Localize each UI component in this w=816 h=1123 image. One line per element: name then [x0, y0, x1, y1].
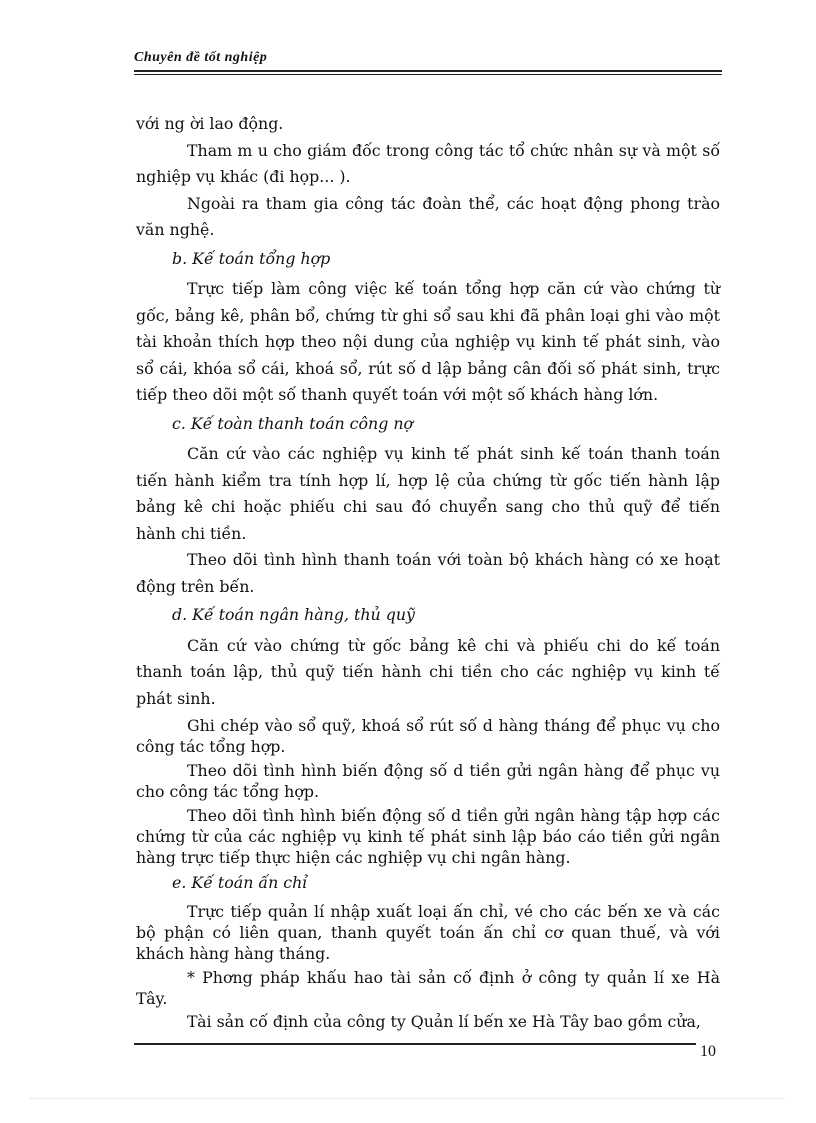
paragraph: Căn cứ vào chứng từ gốc bảng kê chi và phiếu chi do kế toán thanh toán lập, thủ quỹ tiến hành chi tiền cho các nghiệp vụ kinh tế phát sinh.: [136, 635, 720, 708]
page-edge-dotted-line: [30, 1098, 786, 1099]
running-header-title: Chuyên đề tốt nghiệp: [134, 50, 268, 65]
section-heading: c. Kế toàn thanh toán công nợ: [172, 413, 414, 433]
paragraph: Tham m u cho giám đốc trong công tác tổ chức nhân sự và một số nghiệp vụ khác (đi họp... ).: [136, 140, 720, 186]
page-number: 10: [700, 1043, 716, 1060]
paragraph: Theo dõi tình hình thanh toán với toàn bộ khách hàng có xe hoạt động trên bến.: [136, 550, 720, 596]
paragraph: Căn cứ vào các nghiệp vụ kinh tế phát sinh kế toán thanh toán tiến hành kiểm tra tính hợp lí, hợp lệ của chứng từ gốc tiến hành lập bảng kê chi hoặc phiếu chi sau đó chuyển sang cho thủ quỹ để tiến hành chi tiền.: [136, 444, 720, 543]
document-body: [136, 111, 720, 1035]
paragraph: Tài sản cố định của công ty Quản lí bến xe Hà Tây bao gồm cửa,: [187, 1011, 701, 1031]
paragraph: * Phơng pháp khấu hao tài sản cố định ở công ty quản lí xe Hà Tây.: [136, 967, 720, 1008]
section-heading: b. Kế toán tổng hợp: [172, 248, 331, 268]
paragraph: Ngoài ra tham gia công tác đoàn thể, các hoạt động phong trào văn nghệ.: [136, 193, 720, 239]
paragraph: với ng ời lao động.: [136, 114, 284, 133]
header-rule-thin: [134, 74, 722, 75]
header-rule: [134, 70, 722, 72]
paragraph: Theo dõi tình hình biến động số d tiền gửi ngân hàng tập hợp các chứng từ của các nghiệp vụ kinh tế phát sinh lập báo cáo tiền gửi ngân hàng trực tiếp thực hiện các nghiệp vụ chi ngân hàng.: [136, 806, 720, 867]
paragraph: Trực tiếp quản lí nhập xuất loại ấn chỉ, vé cho các bến xe và các bộ phận có liên quan, thanh quyết toán ấn chỉ cơ quan thuế, và với khách hàng hàng tháng.: [136, 901, 720, 963]
section-heading: d. Kế toán ngân hàng, thủ quỹ: [172, 605, 415, 624]
paragraph: Theo dõi tình hình biến động số d tiền gửi ngân hàng để phục vụ cho công tác tổng hợp.: [136, 761, 720, 801]
paragraph: Trực tiếp làm công việc kế toán tổng hợp căn cứ vào chứng từ gốc, bảng kê, phân bổ, chứng từ ghi sổ sau khi đã phân loại ghi vào một tài khoản thích hợp theo nội dung của nghiệp vụ kinh tế phát sinh, vào sổ cái, khóa sổ cái, khoá sổ, rút số d lập bảng cân đối số phát sinh, trực tiếp theo dõi một số thanh quyết toán với một số khách hàng lớn.: [136, 279, 720, 404]
footer-rule: [134, 1043, 696, 1045]
paragraph: Ghi chép vào sổ quỹ, khoá sổ rút số d hàng tháng để phục vụ cho công tác tổng hợp.: [136, 716, 720, 756]
section-heading: e. Kế toán ấn chỉ: [172, 873, 308, 892]
